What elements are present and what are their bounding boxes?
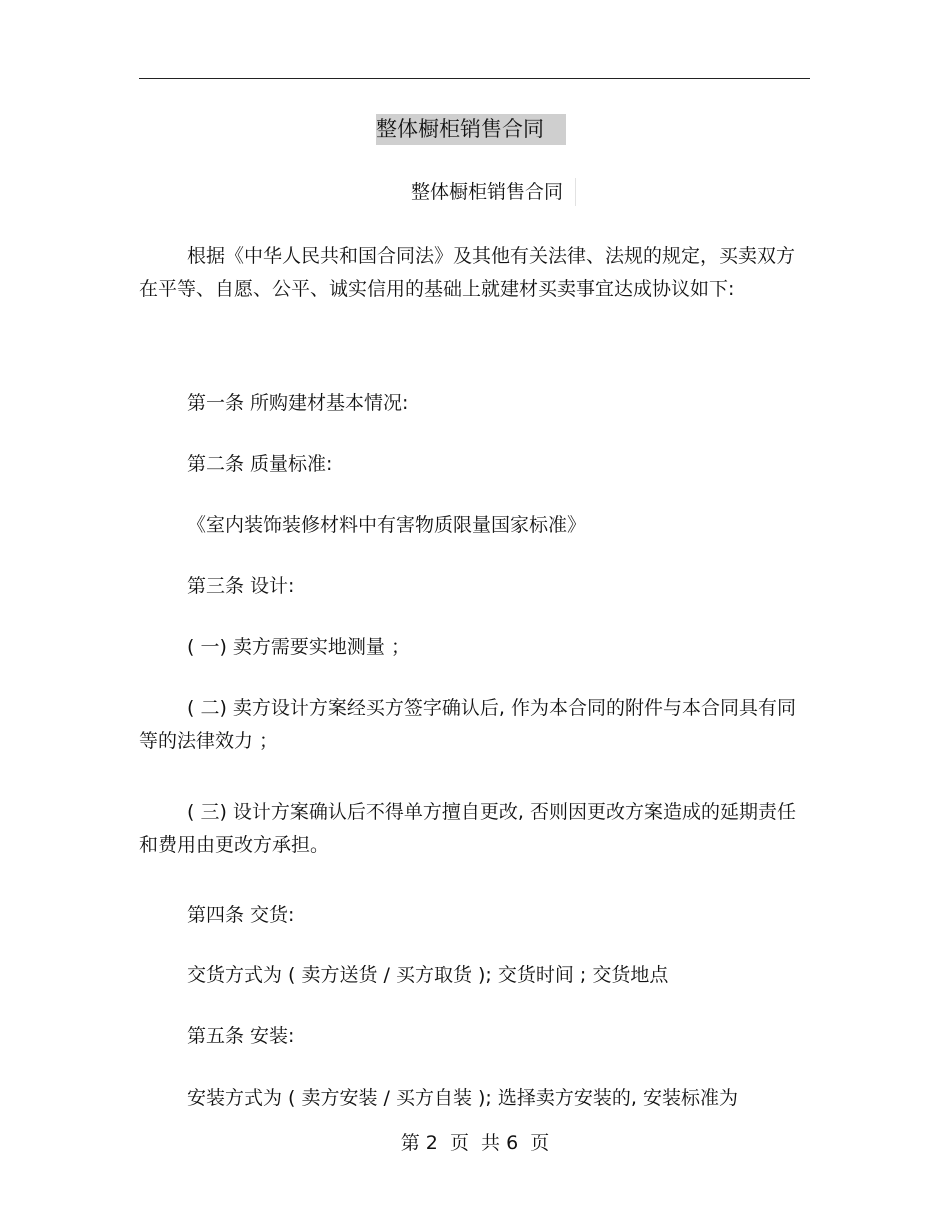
article-1-heading: 第一条 所购建材基本情况: xyxy=(187,392,409,414)
quality-standard-text: 《室内装饰装修材料中有害物质限量国家标准》 xyxy=(187,514,587,536)
design-item-2: ( 二) 卖方设计方案经买方签字确认后, 作为本合同的附件与本合同具有同等的法律效力 ； xyxy=(139,697,796,752)
header-rule xyxy=(139,78,810,79)
intro-paragraph: 根据《中华人民共和国合同法》及其他有关法律、法规的规定，买卖双方在平等、自愿、公平、诚实信用的基础上就建材买卖事宜达成协议如下: xyxy=(139,245,796,300)
document-title: 整体橱柜销售合同 xyxy=(411,178,576,206)
article-3-heading: 第三条 设计: xyxy=(187,575,295,597)
delivery-terms: 交货方式为 ( 卖方送货 / 买方取货 ); 交货时间 ; 交货地点 xyxy=(187,964,669,986)
page-footer: 第 2 页 共 6 页 xyxy=(400,1132,550,1154)
design-item-3: ( 三) 设计方案确认后不得单方擅自更改, 否则因更改方案造成的延期责任和费用由更改方承担。 xyxy=(139,801,796,856)
design-item-1: ( 一) 卖方需要实地测量 ； xyxy=(187,636,410,658)
article-2-heading: 第二条 质量标准: xyxy=(187,453,333,475)
article-5-heading: 第五条 安装: xyxy=(187,1025,295,1047)
installation-terms: 安装方式为 ( 卖方安装 / 买方自装 ); 选择卖方安装的, 安装标准为 xyxy=(187,1087,738,1109)
article-4-heading: 第四条 交货: xyxy=(187,904,295,926)
header-title: 整体橱柜销售合同 xyxy=(376,114,566,145)
